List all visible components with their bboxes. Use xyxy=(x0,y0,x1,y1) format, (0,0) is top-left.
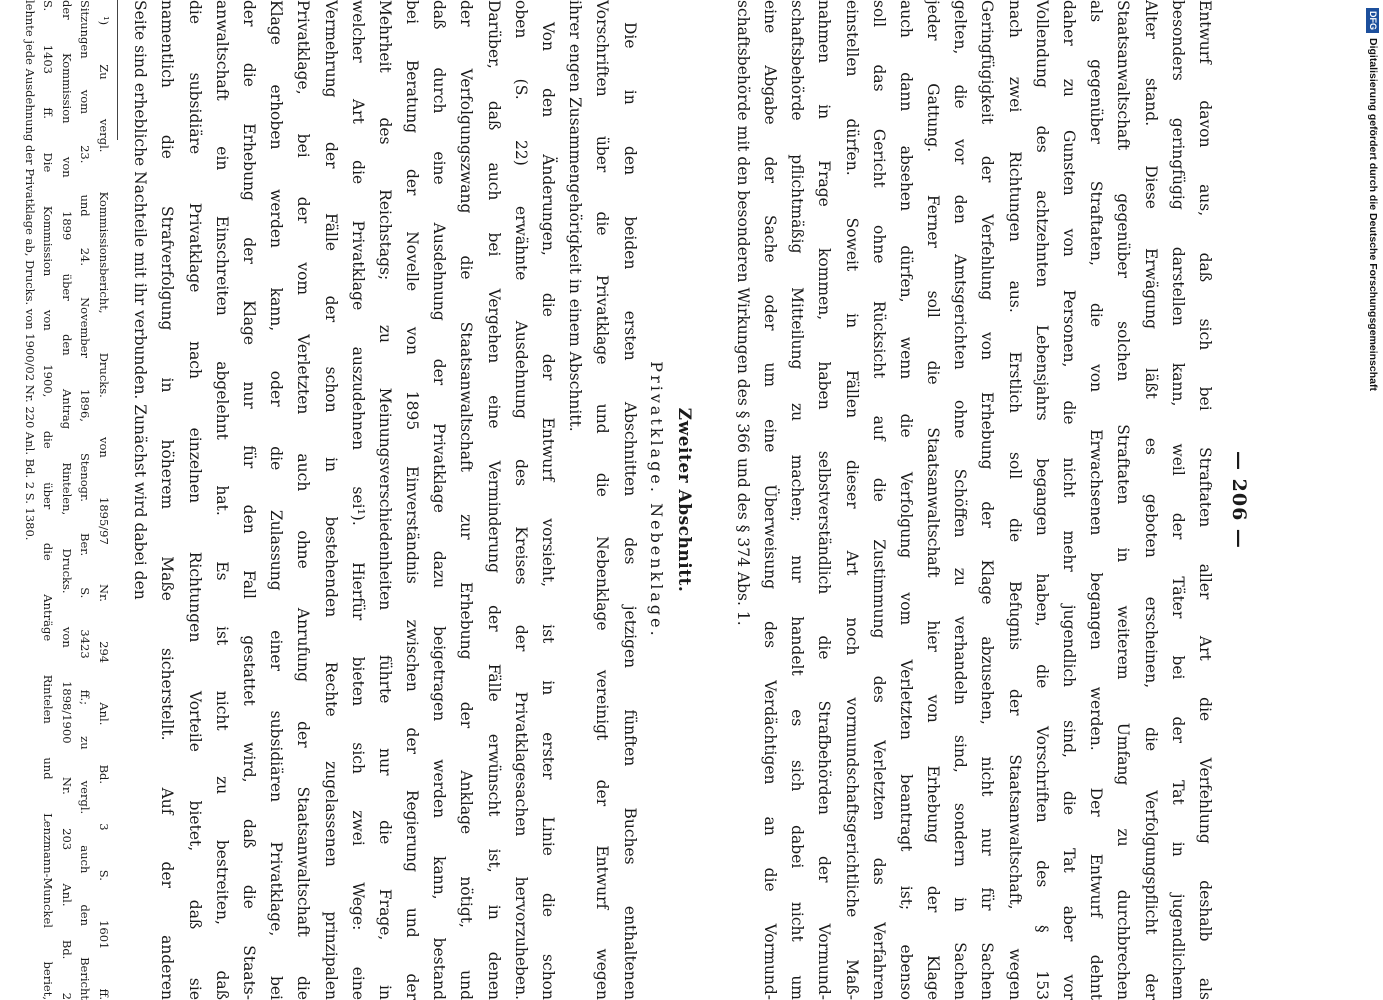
text-line: Geringfügigkeit der Verfehlung von Erhebung der Klage abzusehen, nicht nur für Sachen xyxy=(978,0,997,1000)
page-content xyxy=(22,0,1250,1000)
footnotes xyxy=(20,0,113,1000)
text-line: der die Erhebung der Klage nur für den Fall gestattet wird, daß die Staats- xyxy=(240,0,258,1000)
text-line: daher zu Gunsten von Personen, die nicht mehr jugendlich sind, die Tat aber vor xyxy=(1060,0,1079,1000)
text-line: der Verfolgungszwang die Staatsanwaltschaft zur Erhebung der Anklage nötigt, und xyxy=(457,0,476,1000)
text-line: auch dann absehen dürfen, wenn die Verfolgung vom Verletzten beantragt ist; ebenso xyxy=(896,0,915,1000)
text-line: Mehrheit des Reichstags; zu Meinungsverschiedenheiten führte nur die Frage, in xyxy=(375,0,394,1000)
footnote-line: S. 1403 ff. Die Kommission von 1900, die über die Anträge Rintelen und Lenzmann-Munckel beriet, xyxy=(41,0,56,1000)
text-line: bei Beratung der Novelle von 1895 Einverständnis zwischen der Regierung und der xyxy=(403,0,422,1000)
text-line: Seite sind erhebliche Nachteile mit ihr verbunden. Zunächst wird dabei den xyxy=(131,0,150,600)
paragraph-3 xyxy=(126,0,561,1000)
credit-text-wrapper xyxy=(1366,8,1380,698)
text-line: als gegenüber Straftaten, die von Erwachsenen begangen werden. Der Entwurf dehnt xyxy=(1087,0,1106,1000)
text-line: ihrer engen Zusammengehörigkeit in einem Abschnitt. xyxy=(566,0,585,432)
text-line: Alter stand. Diese Erwägung läßt es geboten erscheinen, die Verfolgungspflicht der xyxy=(1141,0,1160,1000)
text-line: die subsidiäre Privatklage nach einzelnen Richtungen Vorteile bietet, daß sie xyxy=(185,0,204,1000)
text-line: jeder Gattung. Ferner soll die Staatsanwaltschaft hier von Erhebung der Klage xyxy=(924,0,943,1000)
text-line: gelten, die vor den Amtsgerichten ohne Schöffen zu verhandeln sind, sondern in Sachen xyxy=(951,0,970,1000)
text-line: welcher Art die Privatklage auszudehnen sei¹). Hierfür bieten sich zwei Wege: eine xyxy=(348,0,367,1000)
dfg-logo: DFG xyxy=(1367,8,1380,33)
paragraph-1 xyxy=(729,0,1218,1000)
text-line: Entwurf davon aus, daß sich bei Straftaten aller Art die Verfehlung deshalb als xyxy=(1196,0,1214,1000)
text-line: nahmen in Frage kommen, haben selbstverständlich die Strafbehörden der Vormund- xyxy=(815,0,834,1000)
text-line: schaftsbehörde mit den besonderen Wirkungen des § 366 und des § 374 Abs. 1. xyxy=(733,0,752,626)
footnote-line: Sitzungen vom 23. und 24. November 1896, Stenogr. Ber. S. 3423 ff.; zu vergl. auch den Bericht xyxy=(78,0,93,1000)
footnote-rule xyxy=(117,0,118,140)
text-line: Darüber, daß auch bei Vergehen eine Verminderung der Fälle erwünscht ist, in denen xyxy=(484,0,503,1000)
text-line: oben (S. 22) erwähnte Ausdehnung des Kreises der Privatklagesachen hervorzuheben. xyxy=(511,0,530,1000)
text-line: Privatklage, bei der vom Verletzten auch ohne Anrufung der Staatsanwaltschaft die xyxy=(294,0,313,1000)
body-text xyxy=(20,0,1218,1000)
footnote-line: lehnte jede Ausdehnung der Privatklage ab, Drucks. von 1900/02 Nr. 220 Anl. Bd. 2 S. 1380. xyxy=(22,0,37,541)
text-line: daß durch eine Ausdehnung der Privatklage dazu beigetragen werden kann, bestand xyxy=(430,0,449,1000)
text-line: nach zwei Richtungen aus. Erstlich soll die Befugnis der Staatsanwaltschaft, wegen xyxy=(1005,0,1024,1000)
text-line: schaftsbehörde pflichtmäßig Mitteilung zu machen; nur handelt es sich dabei nicht um xyxy=(788,0,807,1000)
section-spacer xyxy=(699,0,729,1000)
footnote-line: der Kommission von 1899 über den Antrag Rintelen, Drucks. von 1898/1900 Nr. 203 Anl. Bd. 2 xyxy=(59,0,74,1000)
digitization-credit xyxy=(1366,8,1380,698)
paragraph-2 xyxy=(561,0,643,1000)
credit-text: Digitalisierung gefördert durch die Deutsche Forschungsgemeinschaft xyxy=(1367,38,1379,391)
text-line: Vollendung des achtzehnten Lebensjahrs begangen haben, die Vorschriften des § 153 xyxy=(1032,0,1051,1000)
text-line: Die in den beiden ersten Abschnitten des jetzigen fünften Buches enthaltenen xyxy=(620,22,639,1000)
text-line: soll das Gericht ohne Rücksicht auf die Zustimmung des Verletzten das Verfahren xyxy=(869,0,888,1000)
text-line: namentlich die Strafverfolgung in höherem Maße sicherstellt. Auf der anderen xyxy=(158,0,177,1000)
text-line: Vorschriften über die Privatklage und die Nebenklage vereinigt der Entwurf wegen xyxy=(593,0,612,1000)
text-line: Vermehrung der Fälle der schon in bestehenden Rechte zugelassenen prinzipalen xyxy=(321,0,340,1000)
text-line: Von den Änderungen, die der Entwurf vorsieht, ist in erster Linie die schon xyxy=(539,22,558,1000)
section-heading: Zweiter Abschnitt. xyxy=(673,407,694,593)
text-line: Staatsanwaltschaft gegenüber solchen Straftaten in weiterem Umfang zu durchbrechen xyxy=(1114,0,1133,1000)
text-line: besonders geringfügig darstellen kann, weil der Täter bei der Tat in jugendlichem xyxy=(1168,0,1187,1000)
rotated-page xyxy=(22,0,1250,1000)
text-line: Klage erhoben werden kann, oder die Zulassung einer subsidiären Privatklage, bei xyxy=(267,0,286,1000)
page-number: — 206 — xyxy=(1228,451,1250,549)
text-line: anwaltschaft ein Einschreiten abgelehnt hat. Es ist nicht zu bestreiten, daß xyxy=(212,0,231,1000)
text-line: eine Abgabe der Sache oder um eine Überweisung des Verdächtigen an die Vormund- xyxy=(761,0,779,1000)
footnote-line: ¹) Zu vergl. Kommissionsbericht, Drucks. von 1895/97 Nr. 294 Anl. Bd. 3 S. 1601 ff. xyxy=(97,16,112,1000)
text-line: einstellen dürfen. Soweit in Fällen dieser Art noch vormundschaftsgerichtliche Maß- xyxy=(842,0,861,1000)
section-subheading: Privatklage. Nebenklage. xyxy=(646,361,666,639)
